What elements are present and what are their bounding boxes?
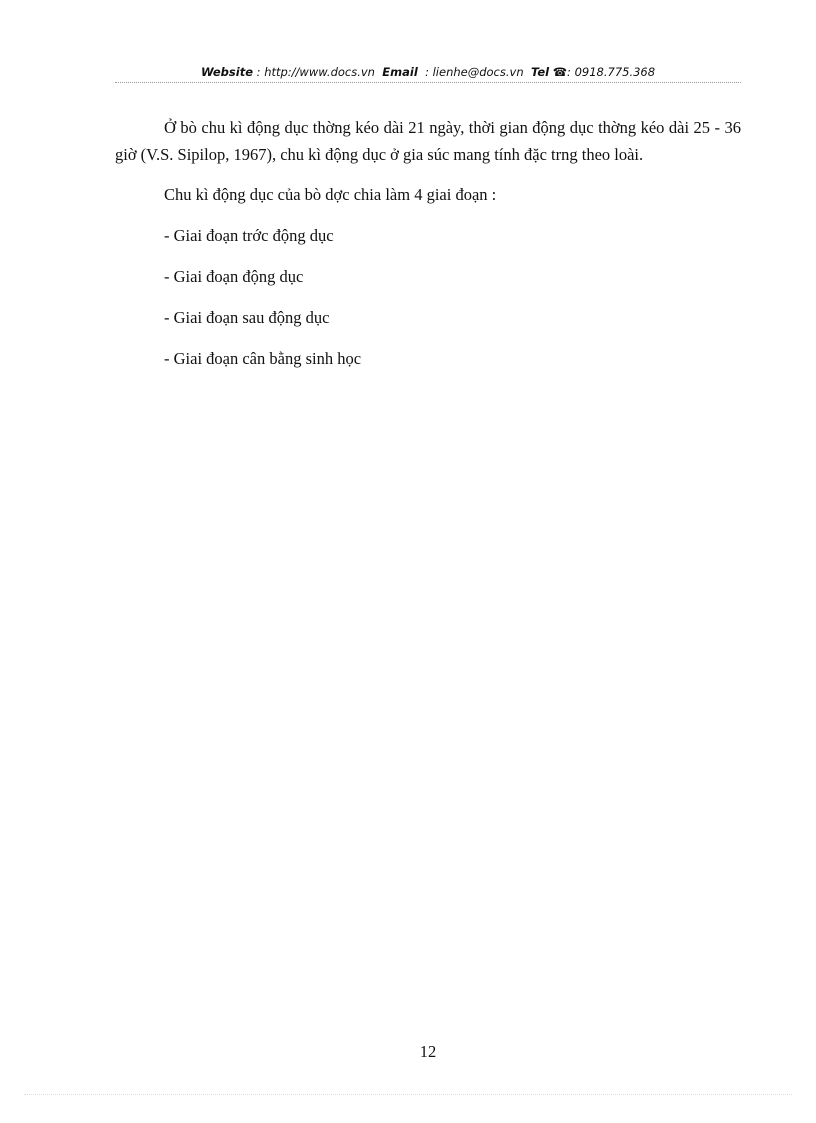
list-item: - Giai đoạn trớc động dục — [164, 226, 334, 245]
header-divider — [115, 82, 741, 83]
email-address[interactable]: : lienhe@docs.vn — [425, 65, 524, 79]
list-item: - Giai đoạn cân bằng sinh học — [164, 349, 362, 368]
page-number: 12 — [419, 1042, 437, 1061]
list-item: - Giai đoạn sau động dục — [164, 308, 330, 327]
website-label: Website — [200, 65, 254, 79]
tel-number: : 0918.775.368 — [567, 65, 656, 79]
telephone-icon: ☎ — [552, 65, 568, 79]
stage-list — [115, 224, 741, 371]
email-label: Email — [382, 65, 418, 79]
list-item: - Giai đoạn động dục — [164, 267, 304, 286]
footer-divider — [24, 1094, 792, 1095]
website-url[interactable]: : http://www.docs.vn — [256, 65, 375, 79]
document-body — [115, 114, 741, 371]
paragraph-stages-intro: Chu kì động dục của bò dợc chia làm 4 giai đoạn : — [164, 185, 497, 204]
tel-label: Tel — [530, 65, 550, 79]
page-header — [115, 64, 741, 80]
paragraph-estrous-cycle: Ở bò chu kì động dục thờng kéo dài 21 ngày, thời gian động dục thờng kéo dài 25 - 36 giờ (V.S. Sipilop, 1967), chu kì động dục ở gia súc mang tính đặc trng theo loài. — [115, 118, 741, 164]
